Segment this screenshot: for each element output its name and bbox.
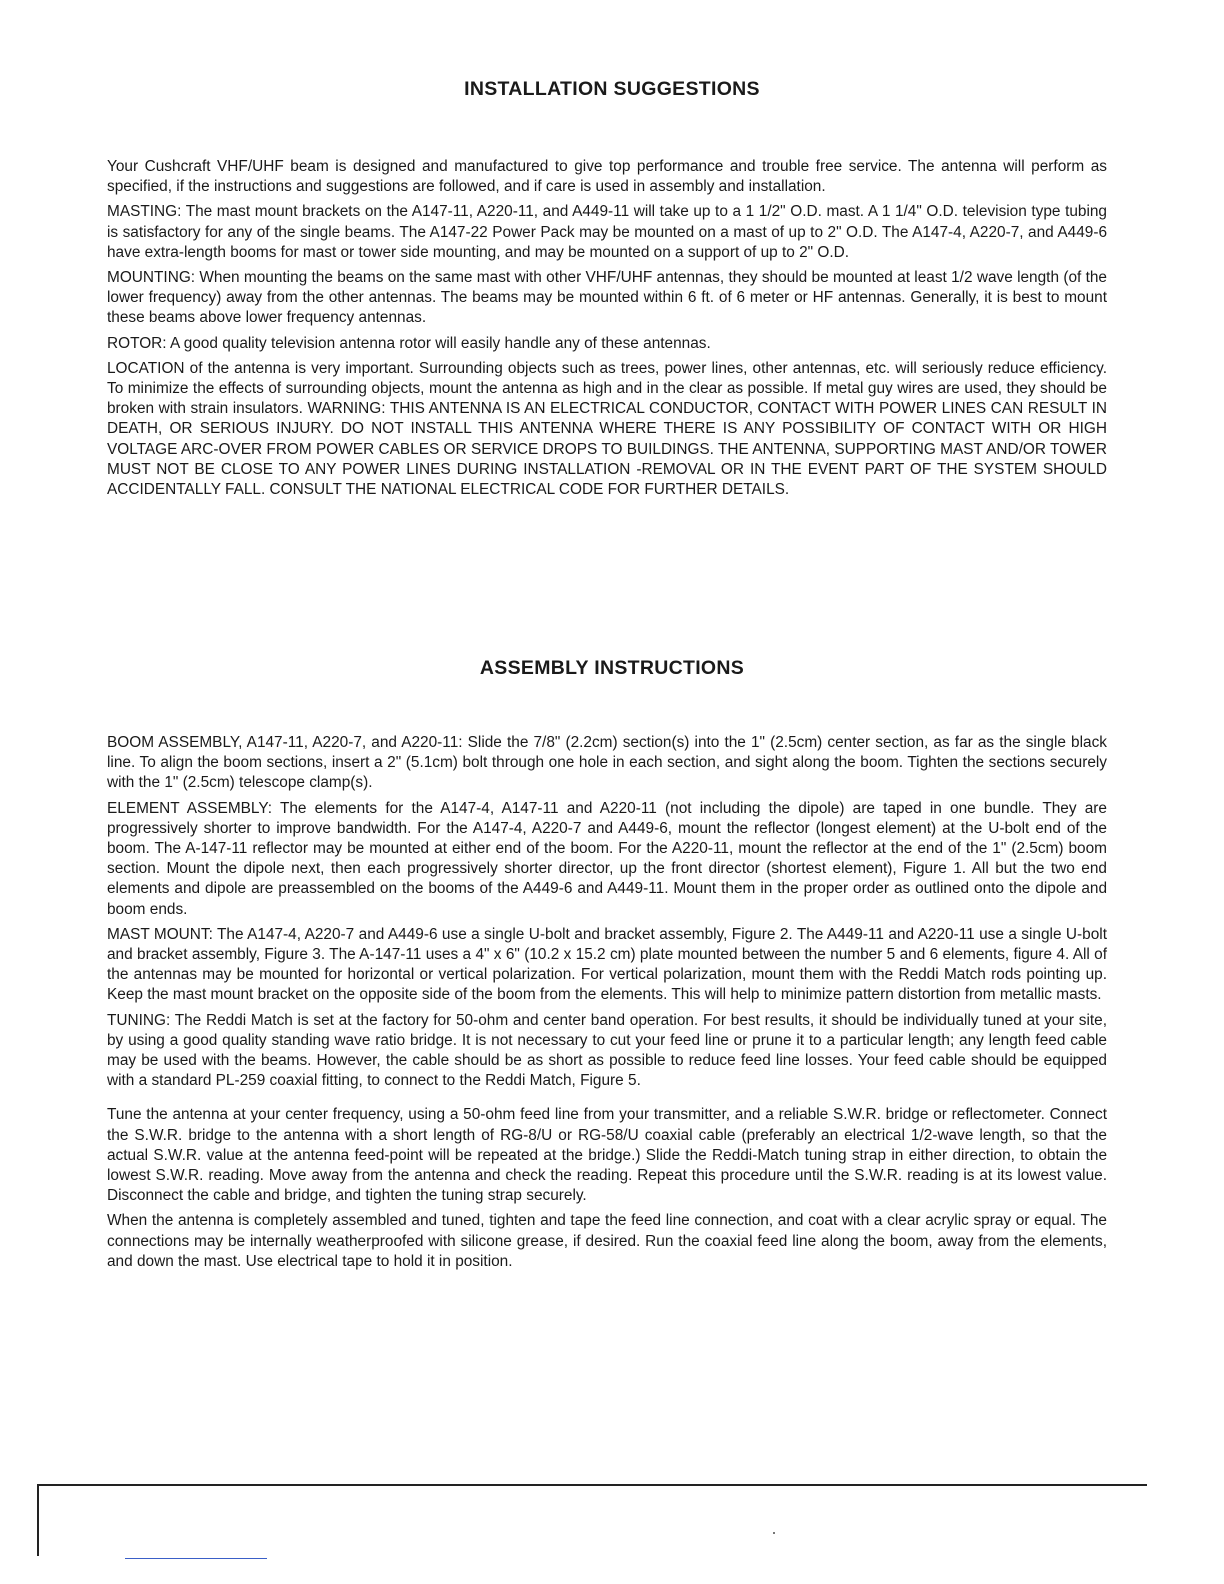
final-assembly-paragraph: When the antenna is completely assembled and tuned, tighten and tape the feed line connection, and coat with a clear acrylic spray or equal. The connections may be internally weatherproofed with silicone grease, if desired. Run the coaxial feed line along the boom, away from the elements, and down the mast. Use electrical tape to hold it in position.: [107, 1212, 1107, 1270]
assembly-section: [107, 733, 1107, 1277]
rotor-paragraph: ROTOR: A good quality television antenna rotor will easily handle any of these antennas.: [107, 334, 711, 352]
mast-mount-paragraph: MAST MOUNT: The A147-4, A220-7 and A449-6 use a single U-bolt and bracket assembly, Figure 2. The A449-11 and A220-11 use a single U-bolt and bracket assembly, Figure 3. The A-147-11 uses a 4" x 6" (10.2 x 15.2 cm) plate mounted between the number 5 and 6 elements, figure 4. All of the antennas may be mounted for horizontal or vertical polarization. For vertical polarization, mount them with the Reddi Match rods pointing up. Keep the mast mount bracket on the opposite side of the boom from the elements. This will help to minimize pattern distortion from metallic masts.: [107, 925, 1107, 1004]
tune-procedure-paragraph: Tune the antenna at your center frequency, using a 50-ohm feed line from your transmitter, and a reliable S.W.R. bridge or reflectometer. Connect the S.W.R. bridge to the antenna with a short length of RG-8/U or RG-58/U coaxial cable (preferably an electrical 1/2-wave length, so that the actual S.W.R. value at the antenna feed-point will be repeated at the bridge.) Slide the Reddi-Match tuning strap in either direction, to obtain the lowest S.W.R. reading. Move away from the antenna and check the reading. Repeat this procedure until the S.W.R. reading is at its lowest value. Disconnect the cable and bridge, and tighten the tuning strap securely.: [107, 1106, 1107, 1205]
blue-underline-mark: [125, 1558, 267, 1559]
bottom-frame-left-edge: [37, 1484, 39, 1556]
scan-speck: [773, 1532, 775, 1534]
boom-assembly-paragraph: BOOM ASSEMBLY, A147-11, A220-7, and A220-11: Slide the 7/8" (2.2cm) section(s) into the 1" (2.5cm) center section, as far as the single black line. To align the boom sections, insert a 2" (5.1cm) bolt through one hole in each section, and sight along the boom. Tighten the sections securely with the 1" (2.5cm) telescope clamp(s).: [107, 734, 1107, 792]
mounting-paragraph: MOUNTING: When mounting the beams on the same mast with other VHF/UHF antennas, they should be mounted at least 1/2 wave length (of the lower frequency) away from the other antennas. The beams may be mounted within 6 ft. of 6 meter or HF antennas. Generally, it is best to mount these beams above lower frequency antennas.: [107, 269, 1107, 327]
masting-paragraph: MASTING: The mast mount brackets on the A147-11, A220-11, and A449-11 will take up to a 1 1/2" O.D. mast. A 1 1/4" O.D. television type tubing is satisfactory for any of the single beams. The A147-22 Power Pack may be mounted on a mast of up to 2" O.D. The A147-4, A220-7, and A449-6 have extra-length booms for mast or tower side mounting, and may be mounted on a support of up to 2" O.D.: [107, 203, 1107, 261]
intro-paragraph: Your Cushcraft VHF/UHF beam is designed and manufactured to give top performance and trouble free service. The antenna will perform as specified, if the instructions and suggestions are followed, and if care is used in assembly and installation.: [107, 158, 1107, 196]
assembly-instructions-heading: ASSEMBLY INSTRUCTIONS: [479, 657, 745, 679]
location-paragraph: LOCATION of the antenna is very important. Surrounding objects such as trees, power lines, other antennas, etc. will seriously reduce efficiency. To minimize the effects of surrounding objects, mount the antenna as high and in the clear as possible. If metal guy wires are used, they should be broken with strain insulators. WARNING: THIS ANTENNA IS AN ELECTRICAL CONDUCTOR, CONTACT WITH POWER LINES CAN RESULT IN DEATH, OR SERIOUS INJURY. DO NOT INSTALL THIS ANTENNA WHERE THERE IS ANY POSSIBILITY OF CONTACT WITH OR HIGH VOLTAGE ARC-OVER FROM POWER CABLES OR SERVICE DROPS TO BUILDINGS. THE ANTENNA, SUPPORTING MAST AND/OR TOWER MUST NOT BE CLOSE TO ANY POWER LINES DURING INSTALLATION -REMOVAL OR IN THE EVENT PART OF THE SYSTEM SHOULD ACCIDENTALLY FALL. CONSULT THE NATIONAL ELECTRICAL CODE FOR FURTHER DETAILS.: [107, 359, 1107, 499]
installation-section: [107, 157, 1107, 505]
bottom-frame-rule: [37, 1484, 1147, 1486]
element-assembly-paragraph: ELEMENT ASSEMBLY: The elements for the A147-4, A147-11 and A220-11 (not including the dipole) are taped in one bundle. They are progressively shorter to improve bandwidth. For the A147-4, A220-7 and A449-6, mount the reflector (longest element) at the U-bolt end of the boom. The A-147-11 reflector may be mounted at either end of the boom. For the A220-11, mount the reflector at the end of the 1" (2.5cm) boom section. Mount the dipole next, then each progressively shorter director, up the front director (shortest element), Figure 1. All but the two end elements and dipole are preassembled on the booms of the A449-6 and A449-11. Mount them in the proper order as outlined onto the dipole and boom ends.: [107, 799, 1107, 918]
installation-suggestions-heading: INSTALLATION SUGGESTIONS: [464, 78, 760, 100]
tuning-paragraph: TUNING: The Reddi Match is set at the factory for 50-ohm and center band operation. For best results, it should be individually tuned at your site, by using a good quality standing wave ratio bridge. It is not necessary to cut your feed line or prune it to a particular length; any length feed cable may be used with the beams. However, the cable should be as short as possible to reduce feed line losses. Your feed cable should be equipped with a standard PL-259 coaxial fitting, to connect to the Reddi Match, Figure 5.: [107, 1011, 1107, 1090]
